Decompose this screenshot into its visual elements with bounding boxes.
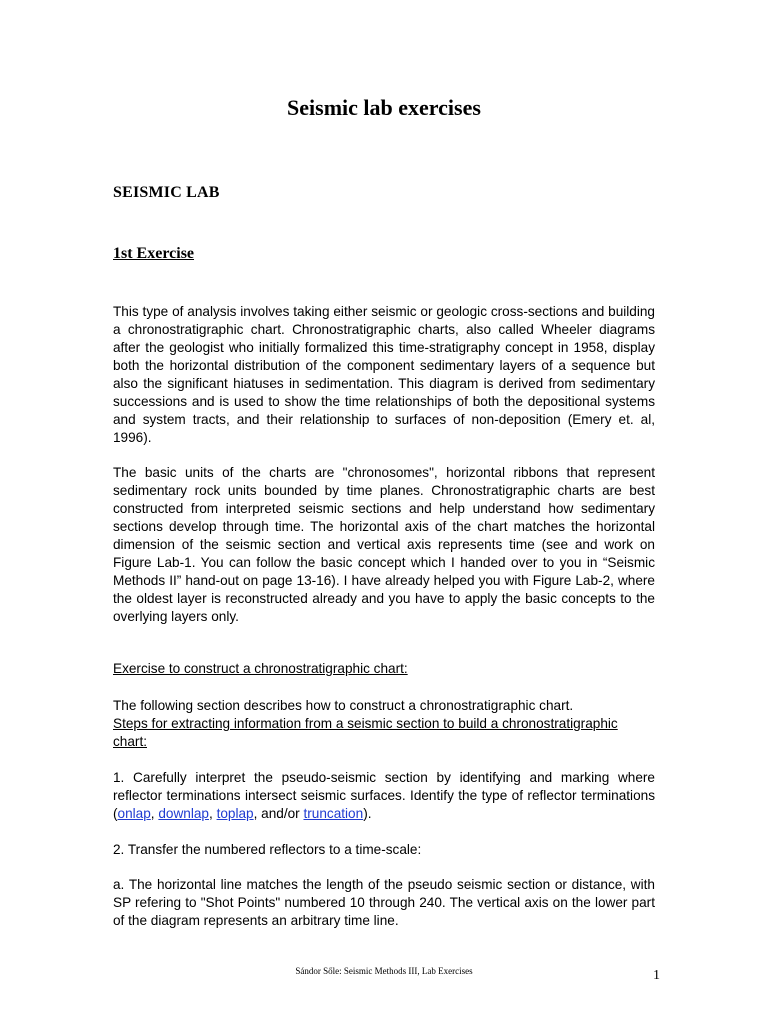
exercise-heading: 1st Exercise xyxy=(113,245,195,262)
paragraph-step-2a: a. The horizontal line matches the length of the pseudo seismic section or distance, with SP refering to "Shot Points" numbered 10 through 240. The vertical axis on the lower part of the diagram represents an arbitrary time line. xyxy=(113,877,655,928)
paragraph-chronosomes: The basic units of the charts are "chronosomes", horizontal ribbons that represent sedimentary rock units bounded by time planes. Chronostratigraphic charts are best constructed from interpreted seismic sections and help understand how sedimentary sections develop through time. The horizontal axis of the chart matches the horizontal dimension of the seismic section and vertical axis represents time (see and work on Figure Lab-1. You can follow the basic concept which I handed over to you in “Seismic Methods II” hand-out on page 13-16). I have already helped you with Figure Lab-2, where the oldest layer is reconstructed already and you have to apply the basic concepts to the overlying layers only. xyxy=(113,465,655,624)
step-1-text: 1. Carefully interpret the pseudo-seismic section by identifying and marking where reflector terminations intersect seismic surfaces. Identify the type of reflector terminations ( xyxy=(113,770,655,821)
onlap-link[interactable]: onlap xyxy=(117,806,151,821)
downlap-link[interactable]: downlap xyxy=(158,806,209,821)
paragraph-intro: This type of analysis involves taking either seismic or geologic cross-sections and building a chronostratigraphic chart. Chronostratigraphic charts, also called Wheeler diagrams after the geologist who initially formalized this time-stratigraphy concept in 1958, display both the horizontal distribution of the component sedimentary layers of a sequence but also the significant hiatuses in sedimentation. This diagram is derived from sedimentary successions and is used to show the time relationships of both the depositional systems and system tracts, and their relationship to surfaces of non-deposition (Emery et. al, 1996). xyxy=(113,304,655,445)
paragraph-step-1 xyxy=(113,769,655,823)
steps-heading-text: Steps for extracting information from a seismic section to build a chronostratigraphic chart: xyxy=(113,716,618,749)
truncation-link[interactable]: truncation xyxy=(303,806,364,821)
paragraph-exercise-construct: Exercise to construct a chronostratigraphic chart: xyxy=(113,661,408,676)
document-title: Seismic lab exercises xyxy=(287,95,481,120)
paragraph-steps xyxy=(113,697,655,751)
page-number: 1 xyxy=(653,968,660,983)
paragraph-step-2: 2. Transfer the numbered reflectors to a time-scale: xyxy=(113,842,422,857)
step-1-end: ). xyxy=(363,806,372,821)
page-footer: Sándor Sőle: Seismic Methods III, Lab Exercises xyxy=(295,966,473,976)
separator: , and/or xyxy=(253,806,304,821)
steps-intro-text: The following section describes how to construct a chronostratigraphic chart. xyxy=(113,698,574,713)
separator: , xyxy=(209,806,217,821)
toplap-link[interactable]: toplap xyxy=(216,806,254,821)
section-heading: SEISMIC LAB xyxy=(113,184,220,201)
separator: , xyxy=(150,806,159,821)
